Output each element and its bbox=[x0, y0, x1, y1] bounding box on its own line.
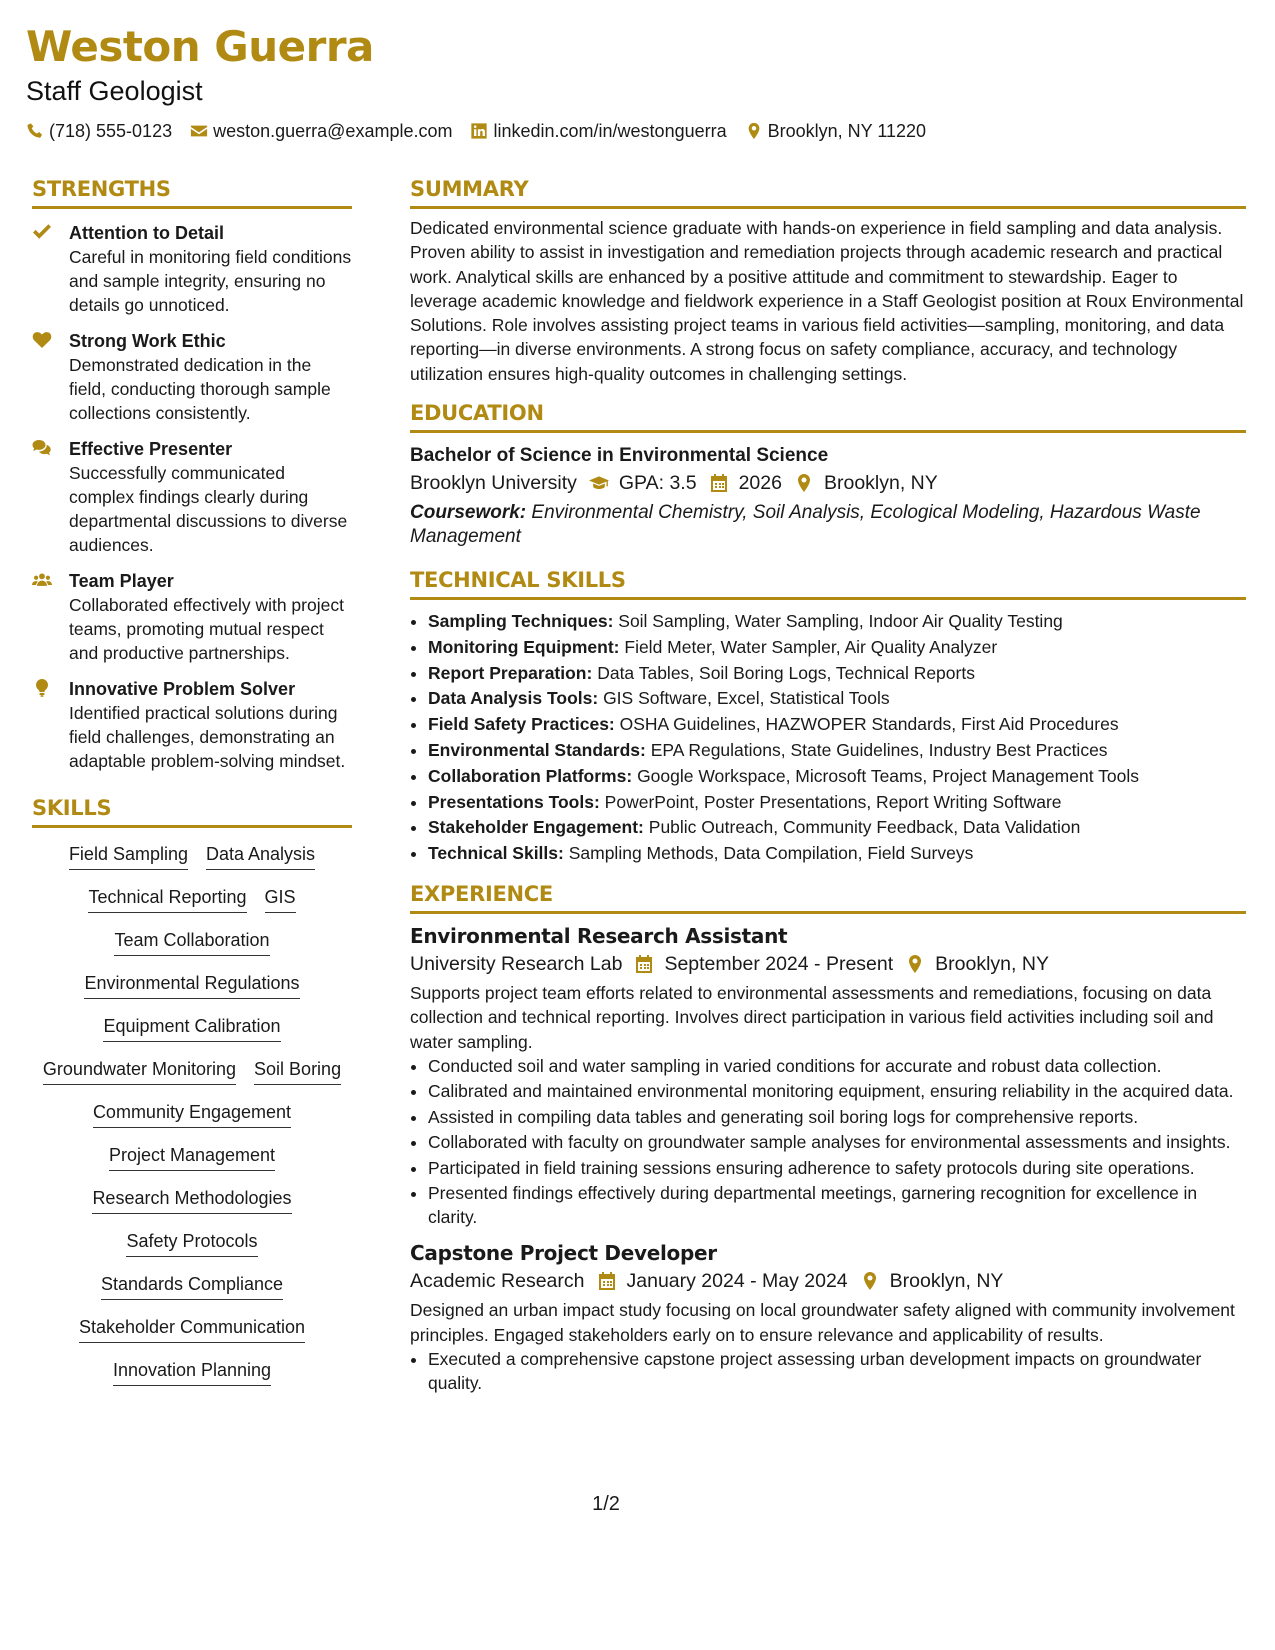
right-column bbox=[410, 176, 1246, 1397]
skills-title: SKILLS bbox=[32, 795, 352, 828]
contact-bar bbox=[26, 120, 1246, 142]
technical-skills-list bbox=[410, 609, 1246, 867]
coursework-label: Coursework: bbox=[410, 502, 527, 524]
job-location: Brooklyn, NY bbox=[889, 1270, 1004, 1293]
strength-text: Demonstrated dedication in the field, conducting thorough sample collections consistently. bbox=[69, 355, 331, 423]
job-location: Brooklyn, NY bbox=[935, 953, 1049, 976]
strength-text: Identified practical solutions during field challenges, demonstrating an adaptable problem-solving mindset. bbox=[69, 703, 346, 771]
list-item: • Technical Skills: Sampling Methods, Data Compilation, Field Surveys bbox=[428, 841, 1246, 867]
degree-title: Bachelor of Science in Environmental Science bbox=[410, 445, 829, 467]
list-item: • Monitoring Equipment: Field Meter, Water Sampler, Air Quality Analyzer bbox=[428, 635, 1246, 661]
strength-title: Team Player bbox=[69, 571, 174, 591]
graduation-cap-icon bbox=[589, 473, 609, 493]
map-pin-icon bbox=[905, 954, 925, 974]
skills-list bbox=[32, 838, 352, 1386]
skill-tag: Team Collaboration bbox=[114, 928, 269, 956]
left-column bbox=[32, 176, 352, 1386]
school-location: Brooklyn, NY bbox=[823, 472, 938, 495]
map-pin-icon bbox=[794, 473, 814, 493]
list-item: • Environmental Standards: EPA Regulations, State Guidelines, Industry Best Practices bbox=[428, 738, 1246, 764]
list-item: • Calibrated and maintained environmental monitoring equipment, ensuring reliability in the acquired data. bbox=[428, 1079, 1246, 1103]
job-dates: September 2024 - Present bbox=[664, 953, 894, 976]
skill-tag: Soil Boring bbox=[254, 1057, 341, 1085]
skill-tag: Stakeholder Communication bbox=[79, 1315, 305, 1343]
map-pin-icon bbox=[745, 122, 763, 140]
job-meta bbox=[410, 950, 1246, 978]
resume-header bbox=[26, 20, 1246, 142]
strength-text: Successfully communicated complex findings clearly during departmental discussions to diverse audiences. bbox=[69, 463, 348, 555]
candidate-name: Weston Guerra bbox=[26, 22, 374, 71]
skill-tag: Field Sampling bbox=[69, 842, 188, 870]
list-item: • Assisted in compiling data tables and generating soil boring logs for comprehensive reports. bbox=[428, 1105, 1246, 1129]
list-item: • Conducted soil and water sampling in varied conditions for accurate and robust data collection. bbox=[428, 1054, 1246, 1078]
experience-title: EXPERIENCE bbox=[410, 881, 1246, 914]
strength-item bbox=[32, 569, 352, 665]
strength-item bbox=[32, 437, 352, 557]
list-item: • Executed a comprehensive capstone project assessing urban development impacts on groundwater quality. bbox=[428, 1347, 1246, 1395]
calendar-icon bbox=[634, 954, 654, 974]
email-link[interactable]: weston.guerra@example.com bbox=[213, 121, 453, 141]
comments-icon bbox=[32, 439, 52, 457]
linkedin-link[interactable]: linkedin.com/in/westonguerra bbox=[493, 121, 727, 141]
map-pin-icon bbox=[860, 1271, 880, 1291]
phone-icon bbox=[26, 122, 44, 140]
list-item: • Presented findings effectively during departmental meetings, garnering recognition for excellence in clarity. bbox=[428, 1181, 1246, 1229]
list-item: • Presentations Tools: PowerPoint, Poster Presentations, Report Writing Software bbox=[428, 790, 1246, 816]
check-icon bbox=[32, 223, 52, 241]
school-name: Brooklyn University bbox=[410, 472, 577, 495]
strengths-title: STRENGTHS bbox=[32, 176, 352, 209]
skill-tag: Research Methodologies bbox=[92, 1186, 291, 1214]
summary-title: SUMMARY bbox=[410, 176, 1246, 209]
gpa: GPA: 3.5 bbox=[618, 472, 697, 495]
list-item: • Stakeholder Engagement: Public Outreach, Community Feedback, Data Validation bbox=[428, 815, 1246, 841]
location-text: Brooklyn, NY 11220 bbox=[767, 121, 927, 141]
coursework-text: Environmental Chemistry, Soil Analysis, Ecological Modeling, Hazardous Waste Management bbox=[410, 502, 1201, 548]
education-meta bbox=[410, 469, 1246, 497]
strength-text: Careful in monitoring field conditions and sample integrity, ensuring no details go unnoticed. bbox=[69, 247, 352, 315]
job-description: Supports project team efforts related to environmental assessments and remediations, focusing on data collection and technical reporting. Involves direct participation in various field activities including soil and water sampling. bbox=[410, 983, 1214, 1052]
calendar-icon bbox=[597, 1271, 617, 1291]
skill-tag: Safety Protocols bbox=[126, 1229, 257, 1257]
strength-item bbox=[32, 329, 352, 425]
job-org: Academic Research bbox=[410, 1270, 585, 1293]
contact-phone bbox=[26, 120, 172, 142]
strength-item bbox=[32, 221, 352, 317]
coursework bbox=[410, 501, 1246, 549]
technical-skills-title: TECHNICAL SKILLS bbox=[410, 567, 1246, 600]
job-title: Capstone Project Developer bbox=[410, 1241, 717, 1266]
list-item: • Report Preparation: Data Tables, Soil Boring Logs, Technical Reports bbox=[428, 661, 1246, 687]
strength-title: Effective Presenter bbox=[69, 439, 233, 459]
skill-tag: Standards Compliance bbox=[101, 1272, 283, 1300]
skill-tag: Environmental Regulations bbox=[84, 971, 299, 999]
strength-title: Innovative Problem Solver bbox=[69, 679, 296, 699]
envelope-icon bbox=[190, 122, 208, 140]
job-org: University Research Lab bbox=[410, 953, 623, 976]
calendar-icon bbox=[709, 473, 729, 493]
candidate-role: Staff Geologist bbox=[26, 76, 203, 106]
job-dates: January 2024 - May 2024 bbox=[626, 1270, 848, 1293]
list-item: • Data Analysis Tools: GIS Software, Excel, Statistical Tools bbox=[428, 686, 1246, 712]
strength-text: Collaborated effectively with project teams, promoting mutual respect and productive partnerships. bbox=[69, 595, 344, 663]
list-item: • Field Safety Practices: OSHA Guidelines, HAZWOPER Standards, First Aid Procedures bbox=[428, 712, 1246, 738]
job-title: Environmental Research Assistant bbox=[410, 924, 788, 949]
linkedin-icon bbox=[470, 122, 488, 140]
contact-email bbox=[190, 120, 452, 142]
strength-title: Attention to Detail bbox=[69, 223, 224, 243]
phone-number[interactable]: (718) 555-0123 bbox=[49, 121, 173, 141]
graduation-year: 2026 bbox=[738, 472, 782, 495]
summary-text: Dedicated environmental science graduate with hands-on experience in field sampling and data analysis. Proven ability to assist in investigation and remediation projects through academic research and practical work. Analytical skills are enhanced by a positive attitude and commitment to stewardship. Eager to leverage academic knowledge and fieldwork experience in a Staff Geologist position at Roux Environmental Solutions. Role involves assisting project teams in various field activities—sampling, monitoring, and data reporting—in diverse environments. A strong focus on safety compliance, accuracy, and technology utilization ensures high-quality outcomes in challenging settings. bbox=[410, 218, 1244, 384]
lightbulb-icon bbox=[32, 679, 52, 697]
strength-item bbox=[32, 677, 352, 773]
job-description: Designed an urban impact study focusing on local groundwater safety aligned with community involvement principles. Engaged stakeholders early on to ensure relevance and applicability of results. bbox=[410, 1300, 1235, 1345]
job-bullets bbox=[410, 1347, 1246, 1395]
strength-title: Strong Work Ethic bbox=[69, 331, 226, 351]
strengths-list bbox=[32, 219, 352, 773]
contact-linkedin bbox=[470, 120, 726, 142]
skill-tag: Project Management bbox=[109, 1143, 275, 1171]
skill-tag: GIS bbox=[265, 885, 296, 913]
education-title: EDUCATION bbox=[410, 400, 1246, 433]
list-item: • Sampling Techniques: Soil Sampling, Water Sampling, Indoor Air Quality Testing bbox=[428, 609, 1246, 635]
skill-tag: Equipment Calibration bbox=[103, 1014, 280, 1042]
skill-tag: Data Analysis bbox=[206, 842, 315, 870]
job-entry bbox=[410, 922, 1246, 1229]
users-icon bbox=[32, 571, 52, 589]
page-number: 1/2 bbox=[592, 1493, 620, 1515]
skill-tag: Community Engagement bbox=[93, 1100, 291, 1128]
heart-icon bbox=[32, 331, 52, 349]
job-meta bbox=[410, 1267, 1246, 1295]
contact-location bbox=[745, 120, 926, 142]
job-bullets bbox=[410, 1054, 1246, 1230]
list-item: • Collaboration Platforms: Google Workspace, Microsoft Teams, Project Management Tools bbox=[428, 764, 1246, 790]
skill-tag: Groundwater Monitoring bbox=[43, 1057, 236, 1085]
skill-tag: Technical Reporting bbox=[88, 885, 246, 913]
list-item: • Collaborated with faculty on groundwater sample analyses for environmental assessments and insights. bbox=[428, 1130, 1246, 1154]
list-item: • Participated in field training sessions ensuring adherence to safety protocols during site operations. bbox=[428, 1156, 1246, 1180]
job-entry bbox=[410, 1239, 1246, 1395]
skill-tag: Innovation Planning bbox=[113, 1358, 271, 1386]
